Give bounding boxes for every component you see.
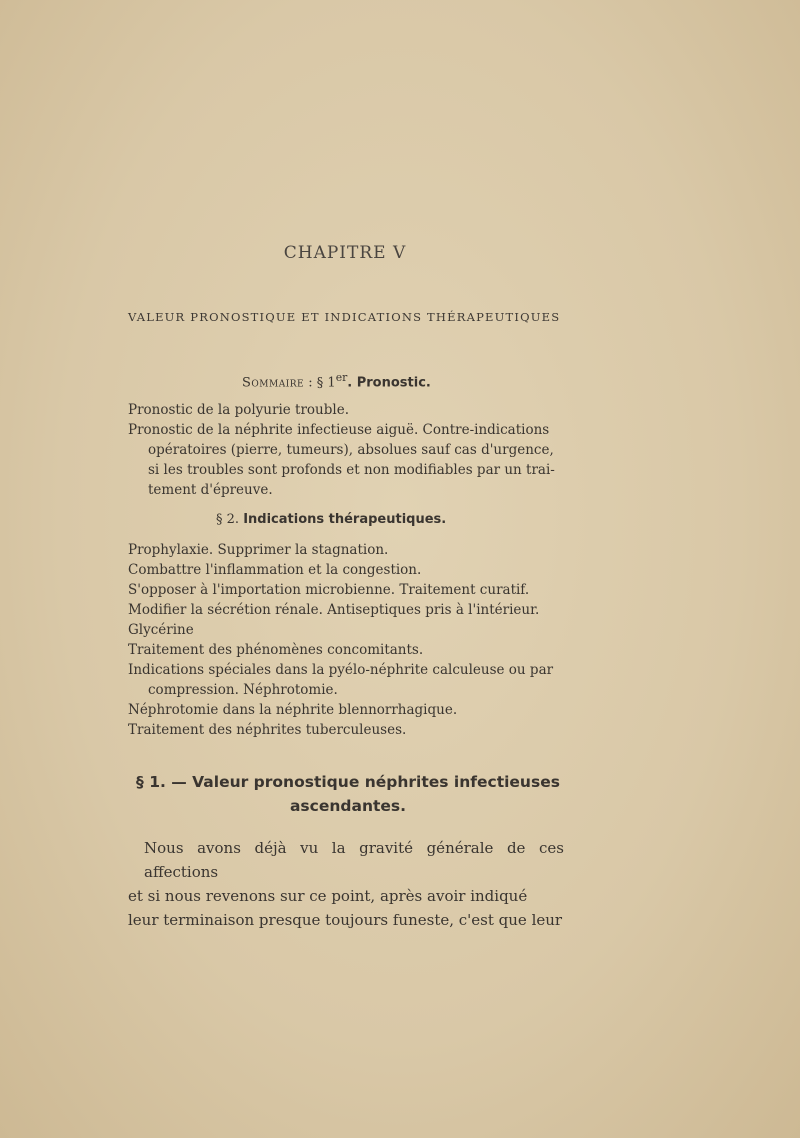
pronostic-list (128, 400, 568, 500)
list-item: Combattre l'inflammation et la congestion. (128, 562, 422, 578)
list-item: Pronostic de la polyurie trouble. (128, 402, 349, 418)
list-item: Traitement des phénomènes concomitants. (128, 642, 424, 658)
paragraph-line: et si nous revenons sur ce point, après avoir indiqué (128, 887, 528, 905)
paragraph-line: leur terminaison presque toujours funeste, c'est que leur (128, 911, 563, 929)
body-paragraph (128, 836, 564, 932)
chapter-subtitle: VALEUR PRONOSTIQUE ET INDICATIONS THÉRAPEUTIQUES (128, 310, 561, 324)
section-1-title-line-2: ascendantes. (289, 797, 407, 815)
chapter-title: CHAPITRE V (283, 243, 407, 263)
section-2-title: Indications thérapeutiques. (243, 512, 447, 527)
list-item: Glycérine (128, 622, 194, 638)
sommaire-label: Sommaire (242, 375, 305, 391)
list-item: Traitement des néphrites tuberculeuses. (128, 722, 407, 738)
list-item: S'opposer à l'importation microbienne. Traitement curatif. (128, 582, 530, 598)
paragraph-line: Nous avons déjà vu la gravité générale de ces affections (144, 839, 564, 881)
section-2-heading (216, 512, 446, 527)
sommaire-heading (242, 371, 431, 390)
section-2-number: § 2. (216, 512, 240, 527)
section-1-title-line-1: § 1. — Valeur pronostique néphrites infectieuses (136, 773, 560, 791)
sommaire-superscript: er (335, 371, 348, 384)
list-item: Indications spéciales dans la pyélo-néphrite calculeuse ou par (128, 662, 554, 678)
list-item: Néphrotomie dans la néphrite blennorrhagique. (128, 702, 458, 718)
list-item: compression. Néphrotomie. (148, 682, 338, 698)
list-item: opératoires (pierre, tumeurs), absolues sauf cas d'urgence, (148, 442, 554, 458)
sommaire-section-number: : § 1 (304, 375, 336, 391)
list-item: Prophylaxie. Supprimer la stagnation. (128, 542, 389, 558)
list-item: Modifier la sécrétion rénale. Antiseptiques pris à l'intérieur. (128, 602, 540, 618)
sommaire-title: . Pronostic. (347, 375, 431, 391)
list-item: si les troubles sont profonds et non modifiables par un trai- (148, 462, 555, 478)
indications-list (128, 540, 568, 740)
section-1-heading (128, 770, 568, 818)
list-item: Pronostic de la néphrite infectieuse aiguë. Contre-indications (128, 422, 550, 438)
list-item: tement d'épreuve. (148, 482, 273, 498)
